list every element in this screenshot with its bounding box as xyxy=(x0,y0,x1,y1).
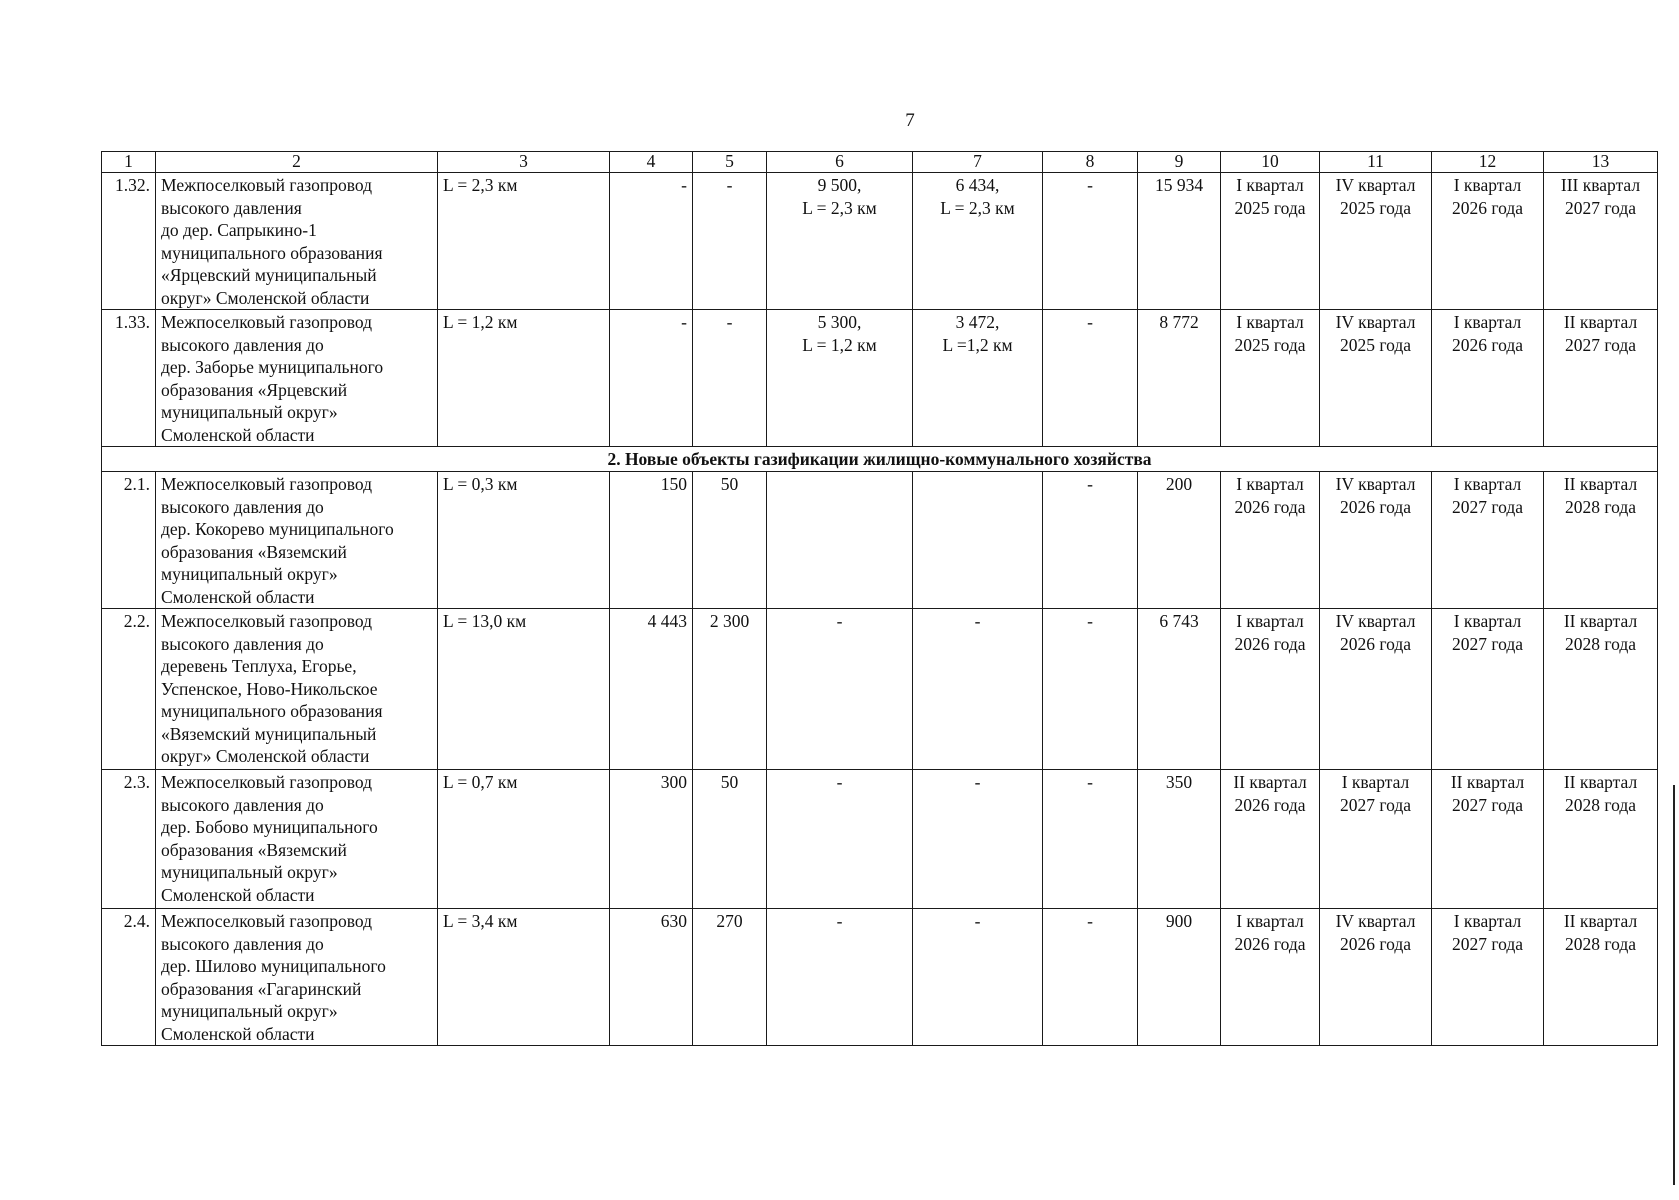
value-col-8: - xyxy=(1043,472,1138,609)
period-col-12-line: I квартал xyxy=(1453,312,1522,332)
period-col-11 xyxy=(1320,770,1432,909)
total-value: 200 xyxy=(1138,472,1221,609)
period-col-13-line: II квартал xyxy=(1563,772,1638,792)
period-col-13-line: 2028 года xyxy=(1564,633,1637,654)
value-col-7-line: 6 434, xyxy=(955,175,1000,195)
object-name-line: Межпоселковый газопровод xyxy=(161,911,373,931)
period-col-12 xyxy=(1432,609,1544,770)
total-value: 6 743 xyxy=(1138,609,1221,770)
period-col-13-line: 2028 года xyxy=(1564,794,1637,815)
value-col-6-line: - xyxy=(836,611,843,631)
period-col-13-line: 2028 года xyxy=(1564,933,1637,954)
period-col-11-line: 2025 года xyxy=(1339,334,1412,355)
total-value: 900 xyxy=(1138,909,1221,1046)
object-name-line: Межпоселковый газопровод xyxy=(161,312,373,332)
period-col-11-line: 2027 года xyxy=(1339,794,1412,815)
object-name-line: высокого давления xyxy=(161,197,302,218)
period-col-11-line: IV квартал xyxy=(1335,611,1416,631)
value-col-4: 300 xyxy=(610,770,693,909)
period-col-12 xyxy=(1432,310,1544,447)
value-col-8: - xyxy=(1043,173,1138,310)
period-col-12-line: I квартал xyxy=(1453,474,1522,494)
value-col-6-line: L = 1,2 км xyxy=(802,334,877,355)
object-name-line: Успенское, Ново-Никольское xyxy=(161,678,378,699)
object-name-line: Межпоселковый газопровод xyxy=(161,474,373,494)
value-col-6 xyxy=(767,770,913,909)
value-col-7-line: L = 2,3 км xyxy=(940,197,1015,218)
page-number: 7 xyxy=(905,110,915,131)
object-name-line: Смоленской области xyxy=(161,884,315,905)
period-col-13-line: II квартал xyxy=(1563,911,1638,931)
period-col-12-line: 2027 года xyxy=(1451,633,1524,654)
value-col-7-line: - xyxy=(974,911,981,931)
object-name-line: образования «Ярцевский xyxy=(161,379,348,400)
value-col-6 xyxy=(767,609,913,770)
column-number: 12 xyxy=(1432,152,1544,173)
period-col-11 xyxy=(1320,173,1432,310)
period-col-10-line: 2025 года xyxy=(1234,197,1306,218)
value-col-7-line: - xyxy=(974,772,981,792)
column-number: 2 xyxy=(156,152,438,173)
value-col-7 xyxy=(913,770,1043,909)
total-value: 350 xyxy=(1138,770,1221,909)
value-col-4: - xyxy=(610,173,693,310)
value-col-6 xyxy=(767,472,913,609)
period-col-10 xyxy=(1221,609,1320,770)
object-name xyxy=(156,770,438,909)
period-col-13-line: II квартал xyxy=(1563,611,1638,631)
period-col-12-line: 2026 года xyxy=(1451,197,1524,218)
object-name-line: Межпоселковый газопровод xyxy=(161,175,373,195)
column-number-row xyxy=(102,152,1658,173)
period-col-11-line: IV квартал xyxy=(1335,474,1416,494)
pipeline-length: L = 13,0 км xyxy=(438,609,610,770)
column-number: 11 xyxy=(1320,152,1432,173)
period-col-13 xyxy=(1544,770,1658,909)
period-col-10-line: I квартал xyxy=(1236,312,1304,332)
section-row xyxy=(102,447,1658,472)
column-number: 7 xyxy=(913,152,1043,173)
period-col-10-line: I квартал xyxy=(1236,611,1304,631)
column-number: 8 xyxy=(1043,152,1138,173)
object-name-line: высокого давления до xyxy=(161,794,324,815)
period-col-13-line: 2027 года xyxy=(1564,334,1637,355)
period-col-12-line: 2027 года xyxy=(1451,933,1524,954)
period-col-10 xyxy=(1221,472,1320,609)
period-col-11 xyxy=(1320,472,1432,609)
total-value: 8 772 xyxy=(1138,310,1221,447)
object-name-line: дер. Шилово муниципального xyxy=(161,956,386,976)
pipeline-length: L = 3,4 км xyxy=(438,909,610,1046)
object-name-line: высокого давления до xyxy=(161,933,324,954)
object-name-line: округ» Смоленской области xyxy=(161,287,370,308)
total-value: 15 934 xyxy=(1138,173,1221,310)
period-col-10 xyxy=(1221,770,1320,909)
value-col-7 xyxy=(913,472,1043,609)
period-col-11-line: IV квартал xyxy=(1335,911,1416,931)
pipeline-length: L = 0,3 км xyxy=(438,472,610,609)
period-col-12-line: I квартал xyxy=(1453,175,1522,195)
section-title: 2. Новые объекты газификации жилищно-коммунального хозяйства xyxy=(102,447,1658,472)
column-number: 6 xyxy=(767,152,913,173)
object-name-line: Межпоселковый газопровод xyxy=(161,611,373,631)
period-col-11 xyxy=(1320,909,1432,1046)
object-name-line: муниципальный округ» xyxy=(161,564,338,584)
value-col-4: - xyxy=(610,310,693,447)
value-col-6 xyxy=(767,909,913,1046)
value-col-7-line: - xyxy=(974,611,981,631)
period-col-11 xyxy=(1320,609,1432,770)
value-col-6 xyxy=(767,173,913,310)
value-col-6-line: L = 2,3 км xyxy=(802,197,877,218)
object-name-line: высокого давления до xyxy=(161,496,324,517)
period-col-10-line: I квартал xyxy=(1236,175,1304,195)
period-col-11-line: 2026 года xyxy=(1339,633,1412,654)
period-col-10-line: II квартал xyxy=(1233,772,1307,792)
period-col-13-line: 2027 года xyxy=(1564,197,1637,218)
object-name-line: муниципальный округ» xyxy=(161,402,338,422)
column-number: 13 xyxy=(1544,152,1658,173)
period-col-10-line: I квартал xyxy=(1236,474,1304,494)
period-col-12-line: I квартал xyxy=(1453,611,1522,631)
value-col-7-line: L =1,2 км xyxy=(942,334,1013,355)
table-row xyxy=(102,909,1658,1046)
object-name-line: Смоленской области xyxy=(161,1023,315,1044)
object-name-line: образования «Вяземский xyxy=(161,541,347,562)
value-col-7 xyxy=(913,310,1043,447)
object-name xyxy=(156,310,438,447)
value-col-6-line: 5 300, xyxy=(817,312,862,332)
object-name-line: дер. Заборье муниципального xyxy=(161,357,384,377)
value-col-8: - xyxy=(1043,609,1138,770)
object-name xyxy=(156,173,438,310)
item-number: 1.33. xyxy=(102,310,156,447)
value-col-5: - xyxy=(693,173,767,310)
table-row xyxy=(102,609,1658,770)
period-col-12-line: 2027 года xyxy=(1451,794,1524,815)
object-name-line: деревень Теплуха, Егорье, xyxy=(161,656,357,676)
object-name-line: «Ярцевский муниципальный xyxy=(161,265,377,285)
period-col-10-line: 2026 года xyxy=(1234,496,1306,517)
pipeline-length: L = 1,2 км xyxy=(438,310,610,447)
object-name-line: высокого давления до xyxy=(161,334,324,355)
period-col-13 xyxy=(1544,310,1658,447)
object-name-line: муниципального образования xyxy=(161,242,383,263)
period-col-13-line: II квартал xyxy=(1563,312,1638,332)
object-name-line: «Вяземский муниципальный xyxy=(161,723,377,744)
object-name-line: округ» Смоленской области xyxy=(161,746,370,766)
object-name-line: до дер. Сапрыкино-1 xyxy=(161,220,317,240)
period-col-11 xyxy=(1320,310,1432,447)
period-col-10-line: 2026 года xyxy=(1234,794,1306,815)
value-col-6 xyxy=(767,310,913,447)
period-col-10 xyxy=(1221,173,1320,310)
period-col-12-line: 2027 года xyxy=(1451,496,1524,517)
table-row xyxy=(102,770,1658,909)
value-col-5: - xyxy=(693,310,767,447)
period-col-11-line: IV квартал xyxy=(1335,175,1416,195)
period-col-11-line: 2025 года xyxy=(1339,197,1412,218)
period-col-11-line: 2026 года xyxy=(1339,496,1412,517)
value-col-6-line: 9 500, xyxy=(817,175,862,195)
column-number: 10 xyxy=(1221,152,1320,173)
period-col-13-line: III квартал xyxy=(1560,175,1641,195)
period-col-12-line: II квартал xyxy=(1450,772,1525,792)
item-number: 2.2. xyxy=(102,609,156,770)
object-name xyxy=(156,909,438,1046)
period-col-12 xyxy=(1432,472,1544,609)
value-col-5: 2 300 xyxy=(693,609,767,770)
value-col-6-line: - xyxy=(836,772,843,792)
value-col-5: 50 xyxy=(693,770,767,909)
period-col-12 xyxy=(1432,770,1544,909)
period-col-11-line: IV квартал xyxy=(1335,312,1416,332)
object-name-line: муниципальный округ» xyxy=(161,862,338,882)
value-col-4: 630 xyxy=(610,909,693,1046)
value-col-5: 50 xyxy=(693,472,767,609)
object-name xyxy=(156,609,438,770)
table-row xyxy=(102,173,1658,310)
period-col-10 xyxy=(1221,909,1320,1046)
pipeline-length: L = 0,7 км xyxy=(438,770,610,909)
object-name-line: образования «Гагаринский xyxy=(161,978,362,999)
item-number: 2.3. xyxy=(102,770,156,909)
table-body xyxy=(102,152,1658,1046)
pipeline-length: L = 2,3 км xyxy=(438,173,610,310)
period-col-10-line: 2026 года xyxy=(1234,633,1306,654)
period-col-12 xyxy=(1432,909,1544,1046)
object-name-line: дер. Бобово муниципального xyxy=(161,817,378,837)
value-col-8: - xyxy=(1043,310,1138,447)
period-col-13 xyxy=(1544,909,1658,1046)
value-col-6-line: - xyxy=(836,911,843,931)
item-number: 2.1. xyxy=(102,472,156,609)
object-name-line: высокого давления до xyxy=(161,633,324,654)
period-col-13-line: 2028 года xyxy=(1564,496,1637,517)
period-col-11-line: I квартал xyxy=(1341,772,1410,792)
object-name-line: Межпоселковый газопровод xyxy=(161,772,373,792)
period-col-13-line: II квартал xyxy=(1563,474,1638,494)
period-col-10-line: 2025 года xyxy=(1234,334,1306,355)
period-col-10-line: 2026 года xyxy=(1234,933,1306,954)
value-col-5: 270 xyxy=(693,909,767,1046)
object-name-line: муниципального образования xyxy=(161,701,383,721)
object-name-line: Смоленской области xyxy=(161,586,315,607)
value-col-7 xyxy=(913,909,1043,1046)
period-col-13 xyxy=(1544,472,1658,609)
object-name-line: дер. Кокорево муниципального xyxy=(161,519,394,539)
value-col-4: 4 443 xyxy=(610,609,693,770)
period-col-12 xyxy=(1432,173,1544,310)
period-col-12-line: I квартал xyxy=(1453,911,1522,931)
column-number: 5 xyxy=(693,152,767,173)
value-col-7-line: 3 472, xyxy=(955,312,1000,332)
period-col-11-line: 2026 года xyxy=(1339,933,1412,954)
object-name-line: образования «Вяземский xyxy=(161,839,347,860)
scan-edge-mark xyxy=(1673,785,1675,1185)
period-col-12-line: 2026 года xyxy=(1451,334,1524,355)
value-col-7 xyxy=(913,609,1043,770)
period-col-13 xyxy=(1544,173,1658,310)
value-col-8: - xyxy=(1043,909,1138,1046)
column-number: 1 xyxy=(102,152,156,173)
gasification-table xyxy=(101,151,1658,1046)
object-name xyxy=(156,472,438,609)
value-col-7 xyxy=(913,173,1043,310)
item-number: 2.4. xyxy=(102,909,156,1046)
column-number: 9 xyxy=(1138,152,1221,173)
value-col-8: - xyxy=(1043,770,1138,909)
period-col-13 xyxy=(1544,609,1658,770)
object-name-line: муниципальный округ» xyxy=(161,1001,338,1021)
item-number: 1.32. xyxy=(102,173,156,310)
table-row xyxy=(102,310,1658,447)
period-col-10-line: I квартал xyxy=(1236,911,1304,931)
period-col-10 xyxy=(1221,310,1320,447)
table-row xyxy=(102,472,1658,609)
column-number: 3 xyxy=(438,152,610,173)
column-number: 4 xyxy=(610,152,693,173)
value-col-4: 150 xyxy=(610,472,693,609)
object-name-line: Смоленской области xyxy=(161,424,315,445)
